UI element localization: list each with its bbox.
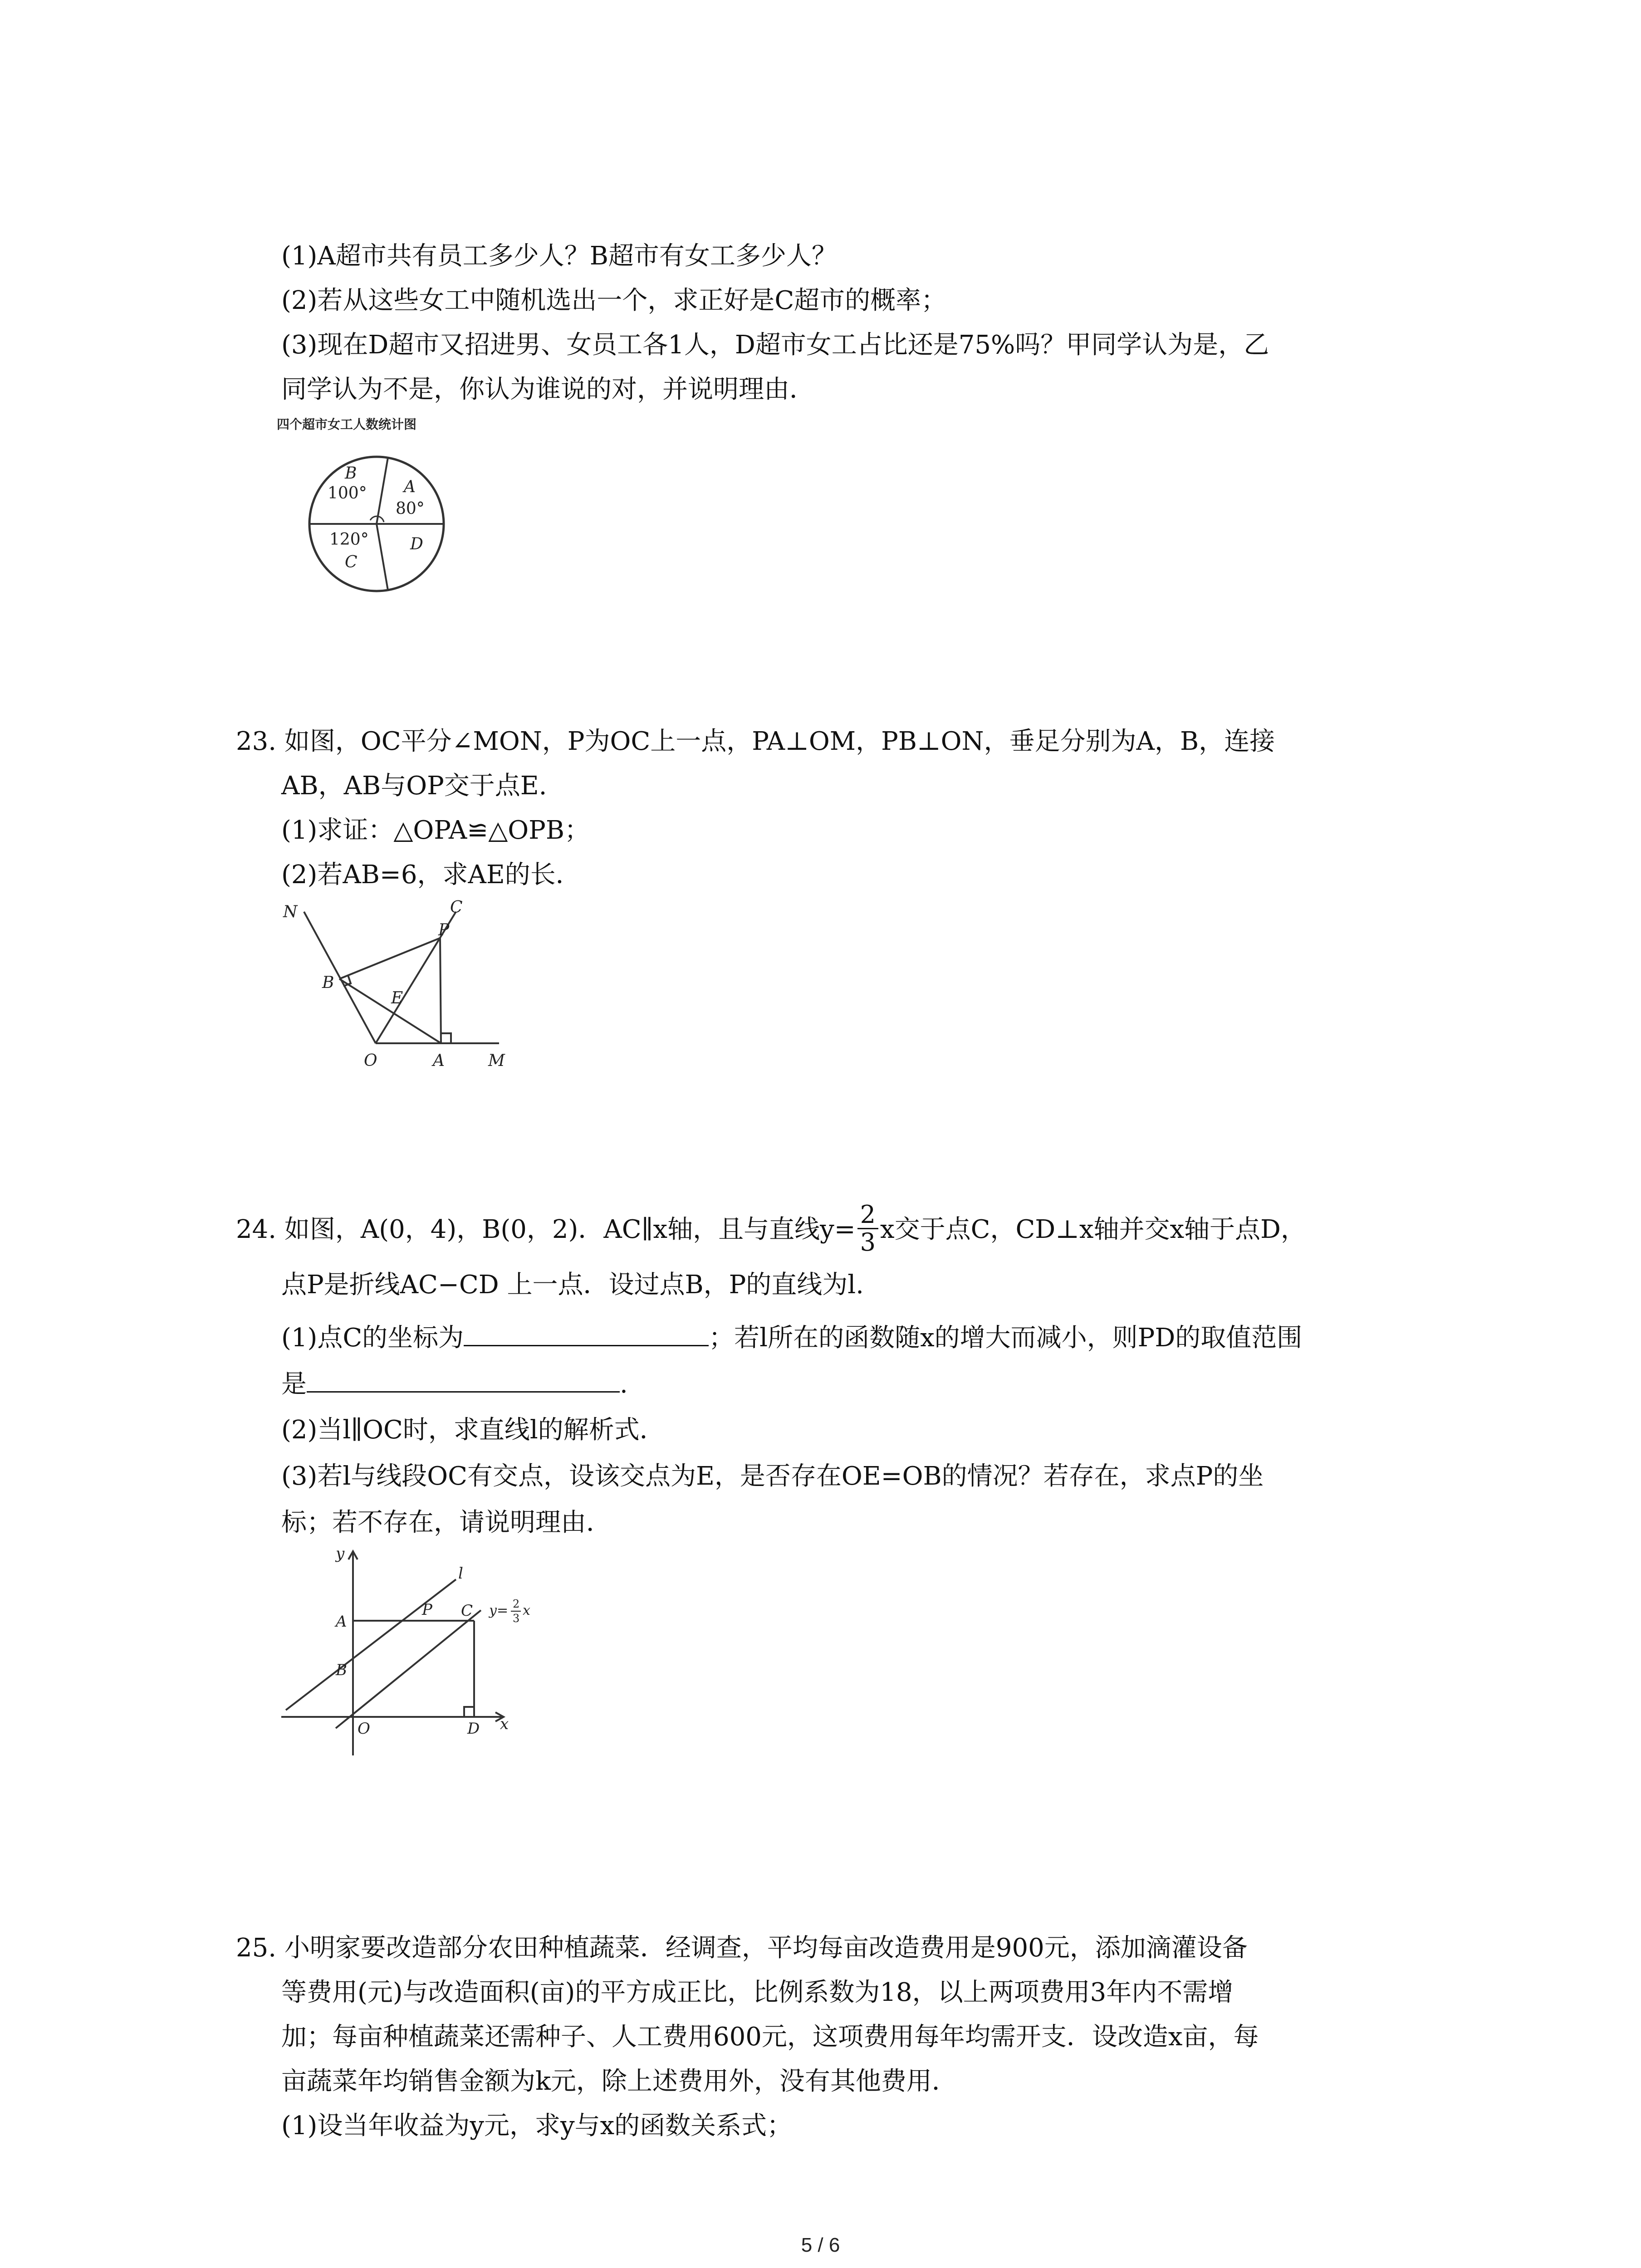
q25-part1: (1)设当年收益为y元，求y与x的函数关系式；: [281, 2111, 793, 2141]
axis-label-y: y: [336, 1545, 345, 1563]
label-p: P: [438, 921, 450, 939]
equation-numerator: 2: [513, 1598, 520, 1610]
label-c: C: [450, 898, 463, 917]
coordinate-figure: [277, 1542, 558, 1765]
q22-part3-line1: (3)现在D超市又招进男、女员工各1人，D超市女工占比还是75%吗？甲同学认为是，乙: [281, 330, 1269, 360]
pie-chart-figure: [277, 415, 485, 628]
q24-part1: [281, 1320, 1302, 1356]
q23-part2: (2)若AB=6，求AE的长．: [281, 860, 581, 890]
point-label-d: D: [467, 1720, 480, 1738]
q24-part1b-post: .: [620, 1369, 628, 1399]
q24-line2: 点P是折线AC−CD 上一点．设过点B，P的直线为l.: [281, 1270, 864, 1300]
q25-line2: 等费用(元)与改造面积(亩)的平方成正比，比例系数为18，以上两项费用3年内不需增: [281, 1978, 1234, 2007]
answer-blank-pd-range[interactable]: [307, 1366, 620, 1393]
q23-line1: 23. 如图，OC平分∠MON，P为OC上一点，PA⊥OM，PB⊥ON，垂足分别为A，B，连接: [236, 727, 1275, 756]
q22-part3-line2: 同学认为不是，你认为谁说的对，并说明理由．: [281, 375, 815, 404]
line-oc: [336, 1610, 481, 1728]
answer-blank-c-coordinate[interactable]: [464, 1320, 709, 1346]
line-l: [286, 1579, 456, 1710]
q24-line1: [236, 1200, 1306, 1258]
label-o: O: [364, 1051, 377, 1070]
q24-part3-line2: 标；若不存在，请说明理由．: [281, 1508, 612, 1537]
point-label-c: C: [461, 1602, 473, 1620]
right-angle-d: [464, 1707, 474, 1717]
q23-line2: AB，AB与OP交于点E.: [281, 771, 547, 801]
fraction-numerator: 2: [857, 1202, 878, 1229]
equation-x: x: [523, 1603, 530, 1618]
point-label-o: O: [358, 1720, 370, 1738]
segment-pb: [339, 938, 440, 979]
slice-label-d: D: [410, 535, 423, 553]
q22-part2: (2)若从这些女工中随机选出一个，求正好是C超市的概率；: [281, 286, 947, 315]
q23-part1: (1)求证：△OPA≌△OPB；: [281, 816, 590, 845]
q24-part3-line1: (3)若l与线段OC有交点，设该交点为E，是否存在OE=OB的情况？若存在，求点P的坐: [281, 1461, 1264, 1491]
fraction-two-thirds: [857, 1202, 878, 1256]
chart-title: 四个超市女工人数统计图: [277, 417, 417, 431]
line-equation-label: [488, 1598, 530, 1625]
q24-part1b-pre: 是: [281, 1369, 307, 1399]
point-label-a: A: [336, 1613, 347, 1631]
page-number: 5 / 6: [801, 2234, 840, 2256]
slice-angle-a: 80°: [396, 499, 425, 518]
slice-label-a: A: [404, 478, 416, 496]
label-a: A: [433, 1051, 445, 1070]
label-n: N: [283, 903, 298, 921]
segment-ab: [339, 979, 441, 1043]
label-e: E: [391, 989, 403, 1007]
slice-angle-c: 120°: [329, 530, 369, 549]
label-m: M: [488, 1051, 505, 1070]
pie-divider-ab: [377, 458, 388, 524]
q24-line1-pre: 24. 如图，A(0，4)，B(0，2)．AC∥x轴，且与直线y=: [236, 1215, 856, 1244]
q24-part1-cont: [281, 1366, 628, 1403]
equation-prefix: y=: [489, 1603, 509, 1618]
q25-line3: 加；每亩种植蔬菜还需种子、人工费用600元，这项费用每年均需开支．设改造x亩，每: [281, 2022, 1259, 2052]
q24-line1-post: x交于点C，CD⊥x轴并交x轴于点D，: [880, 1215, 1306, 1244]
point-label-b: B: [336, 1661, 347, 1679]
axis-label-x: x: [500, 1715, 509, 1733]
q25-line1: 25. 小明家要改造部分农田种植蔬菜．经调查，平均每亩改造费用是900元，添加滴灌设备: [236, 1933, 1248, 1963]
equation-denominator: 3: [513, 1612, 520, 1625]
angle-bisector-figure: [277, 898, 531, 1070]
slice-angle-b: 100°: [328, 484, 367, 503]
pie-divider-cd: [377, 524, 388, 590]
slice-label-c: C: [345, 553, 358, 572]
q25-line4: 亩蔬菜年均销售金额为k元，除上述费用外，没有其他费用．: [281, 2067, 957, 2096]
fraction-denominator: 3: [860, 1228, 876, 1256]
q24-part1-pre: (1)点C的坐标为: [281, 1323, 464, 1353]
label-b: B: [322, 973, 334, 992]
point-label-p: P: [422, 1601, 432, 1619]
line-label-l: l: [458, 1564, 463, 1583]
q24-part2: (2)当l∥OC时，求直线l的解析式．: [281, 1415, 665, 1445]
q24-part1-post: ；若l所在的函数随x的增大而减小，则PD的取值范围: [709, 1323, 1303, 1353]
segment-pa: [440, 938, 441, 1043]
right-angle-a: [441, 1033, 451, 1043]
slice-label-b: B: [345, 464, 357, 483]
ray-on: [304, 912, 376, 1043]
q22-part1: (1)A超市共有员工多少人？B超市有女工多少人？: [281, 241, 837, 271]
